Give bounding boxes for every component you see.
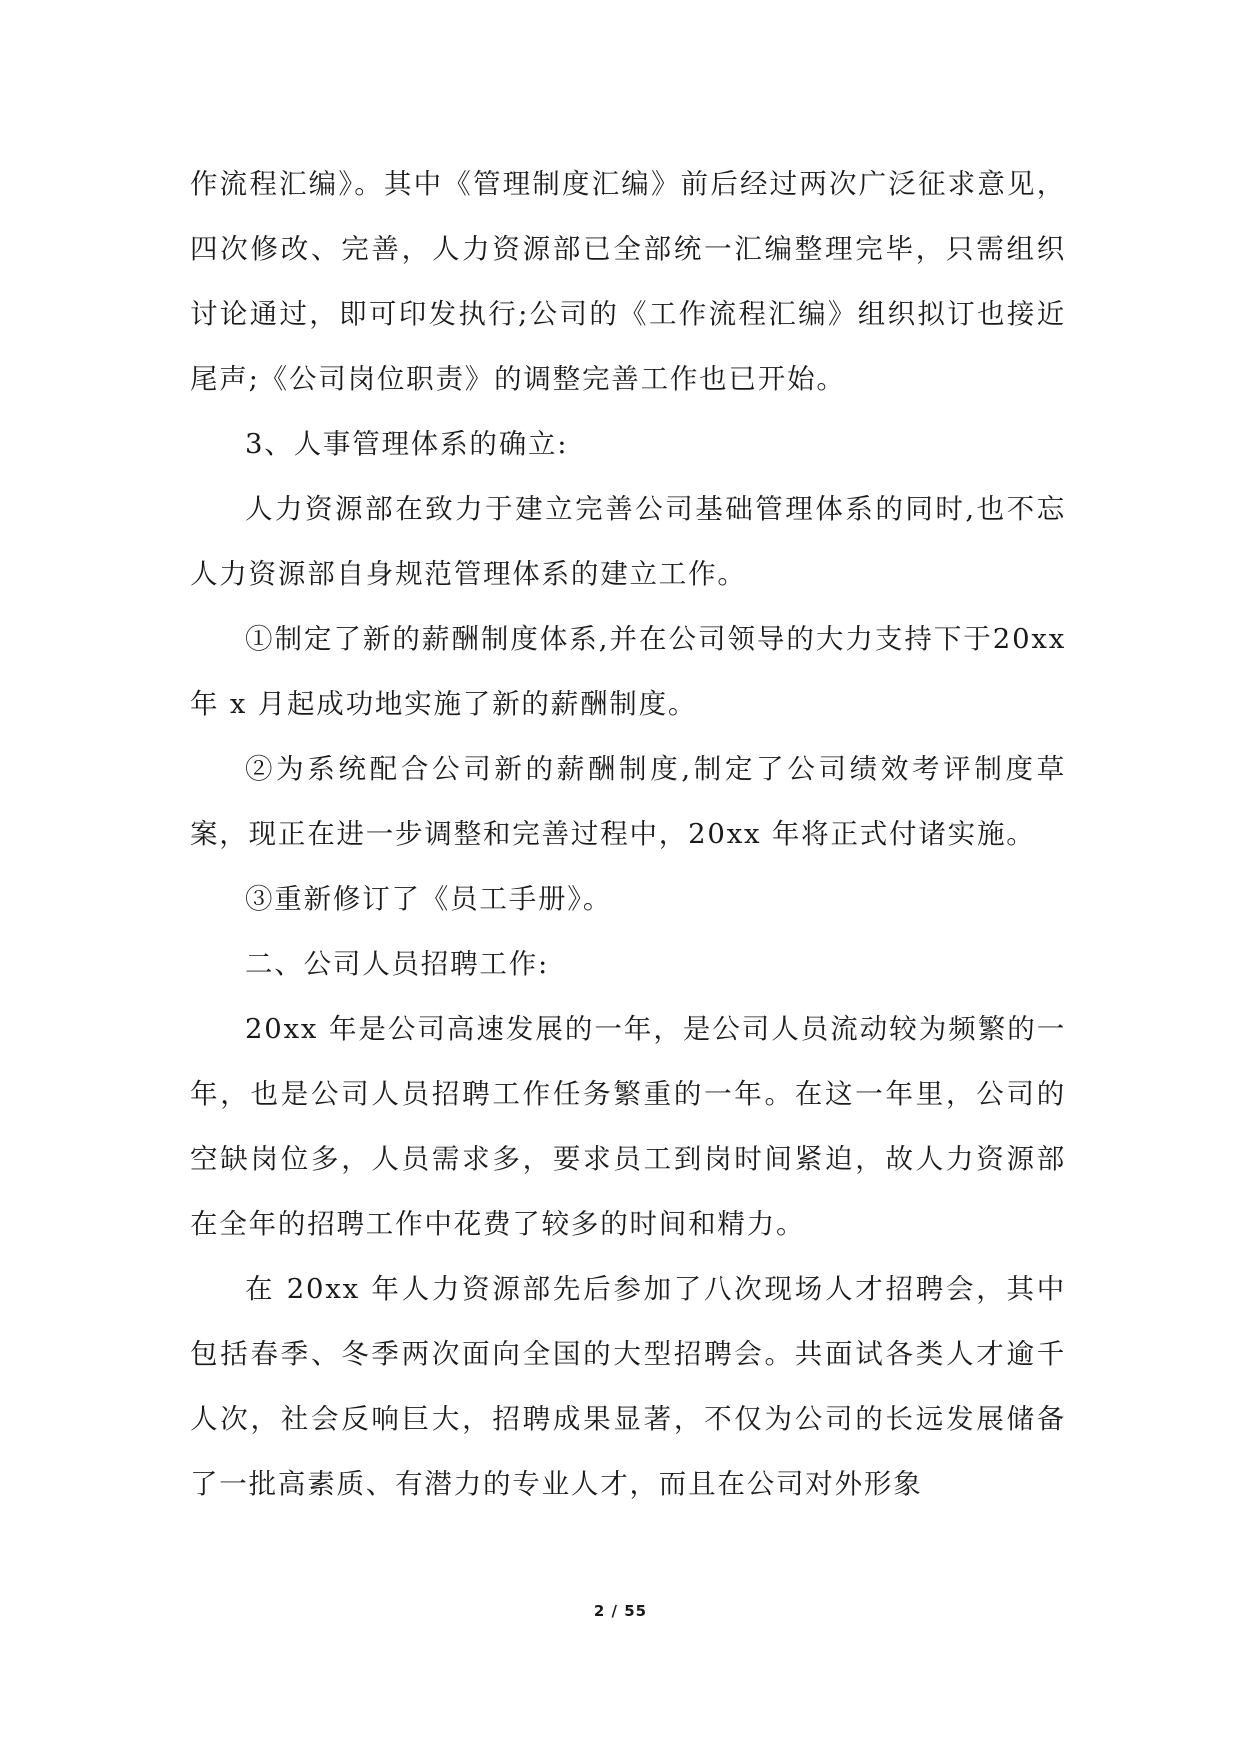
section-heading-hr-system: 3、人事管理体系的确立: — [245, 428, 569, 460]
list-item: ③重新修订了《员工手册》。 — [245, 883, 613, 915]
paragraph: 在 20xx 年人力资源部先后参加了八次现场人才招聘会，其中包括春季、冬季两次面向全国的大型招聘会。共面试各类人才逾千人次，社会反响巨大，招聘成果显著，不仅为公司的长远发展储备了一批高素质、有潜力的专业人才，而且在公司对外形象 — [190, 1273, 1066, 1500]
document-body — [190, 152, 1066, 1517]
list-item: ①制定了新的薪酬制度体系,并在公司领导的大力支持下于20xx 年 x 月起成功地实施了新的薪酬制度。 — [190, 623, 1066, 720]
paragraph: 人力资源部在致力于建立完善公司基础管理体系的同时,也不忘人力资源部自身规范管理体系的建立工作。 — [190, 493, 1066, 590]
section-heading-recruitment: 二、公司人员招聘工作: — [245, 948, 550, 980]
paragraph-continuation: 作流程汇编》。其中《管理制度汇编》前后经过两次广泛征求意见，四次修改、完善，人力资源部已全部统一汇编整理完毕，只需组织讨论通过，即可印发执行;公司的《工作流程汇编》组织拟订也接近尾声;《公司岗位职责》的调整完善工作也已开始。 — [190, 168, 1066, 395]
list-item: ②为系统配合公司新的薪酬制度,制定了公司绩效考评制度草案，现正在进一步调整和完善过程中，20xx 年将正式付诸实施。 — [190, 753, 1066, 850]
page-number: 2 / 55 — [593, 1602, 648, 1620]
paragraph: 20xx 年是公司高速发展的一年，是公司人员流动较为频繁的一年，也是公司人员招聘工作任务繁重的一年。在这一年里，公司的空缺岗位多，人员需求多，要求员工到岗时间紧迫，故人力资源部在全年的招聘工作中花费了较多的时间和精力。 — [190, 1013, 1066, 1240]
